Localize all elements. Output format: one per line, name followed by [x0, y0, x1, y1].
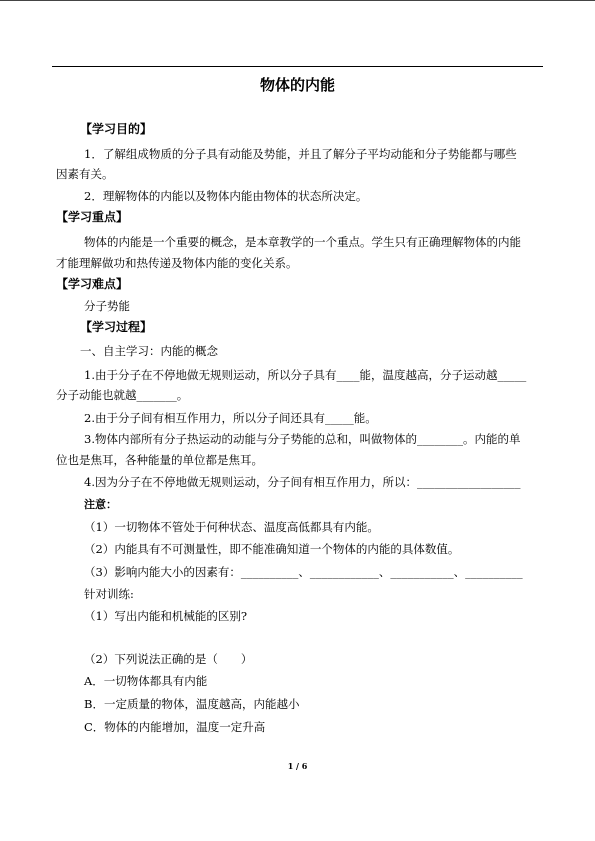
- note-3: （3）影响内能大小的因素有：__________、____________、___________、__________: [84, 565, 523, 579]
- heading-process: 【学习过程】: [80, 320, 153, 334]
- option-b: B．一定质量的物体，温度越高，内能越小: [84, 697, 300, 711]
- heading-key-points: 【学习重点】: [56, 210, 129, 224]
- option-c: C．物体的内能增加，温度一定升高: [84, 720, 266, 734]
- section-1-title: 一、自主学习：内能的概念: [80, 344, 218, 358]
- note-2: （2）内能具有不可测量性，即不能准确知道一个物体的内能的具体数值。: [84, 542, 460, 556]
- page-title: 物体的内能: [259, 76, 335, 94]
- objective-1-line-2: 因素有关。: [56, 167, 114, 181]
- difficulties-line-1: 分子势能: [84, 299, 130, 313]
- heading-objectives: 【学习目的】: [80, 122, 153, 136]
- option-a: A．一切物体都具有内能: [84, 674, 208, 688]
- top-border-line: [0, 0, 595, 1]
- note-1: （1）一切物体不管处于何种状态、温度高低都具有内能。: [84, 520, 379, 534]
- note-label: 注意：: [84, 498, 117, 511]
- heading-difficulties: 【学习难点】: [56, 277, 129, 291]
- question-3-line-2: 位也是焦耳，各种能量的单位都是焦耳。: [56, 453, 263, 467]
- key-points-line-2: 才能理解做功和热传递及物体内能的变化关系。: [56, 256, 298, 270]
- question-4: 4.因为分子在不停地做无规则运动，分子间有相互作用力，所以：__________________: [84, 475, 521, 489]
- page-number: 1 / 6: [287, 761, 308, 771]
- question-1-line-2: 分子动能也就越_______。: [56, 388, 189, 402]
- practice-1: （1）写出内能和机械能的区别?: [84, 609, 247, 623]
- practice-2: （2）下列说法正确的是（ ）: [84, 652, 253, 666]
- objective-2: 2．理解物体的内能以及物体内能由物体的状态所决定。: [84, 189, 368, 203]
- header-rule: [52, 66, 543, 67]
- question-2: 2.由于分子间有相互作用力，所以分子间还具有_____能。: [84, 411, 377, 425]
- objective-1-line-1: 1．了解组成物质的分子具有动能及势能，并且了解分子平均动能和分子势能都与哪些: [84, 147, 517, 161]
- practice-label: 针对训练:: [84, 587, 134, 601]
- question-1-line-1: 1.由于分子在不停地做无规则运动，所以分子具有____能，温度越高，分子运动越_____: [84, 368, 527, 382]
- key-points-line-1: 物体的内能是一个重要的概念，是本章教学的一个重点。学生只有正确理解物体的内能: [84, 235, 521, 249]
- question-3-line-1: 3.物体内部所有分子热运动的动能与分子势能的总和，叫做物体的________。内能的单: [84, 432, 521, 446]
